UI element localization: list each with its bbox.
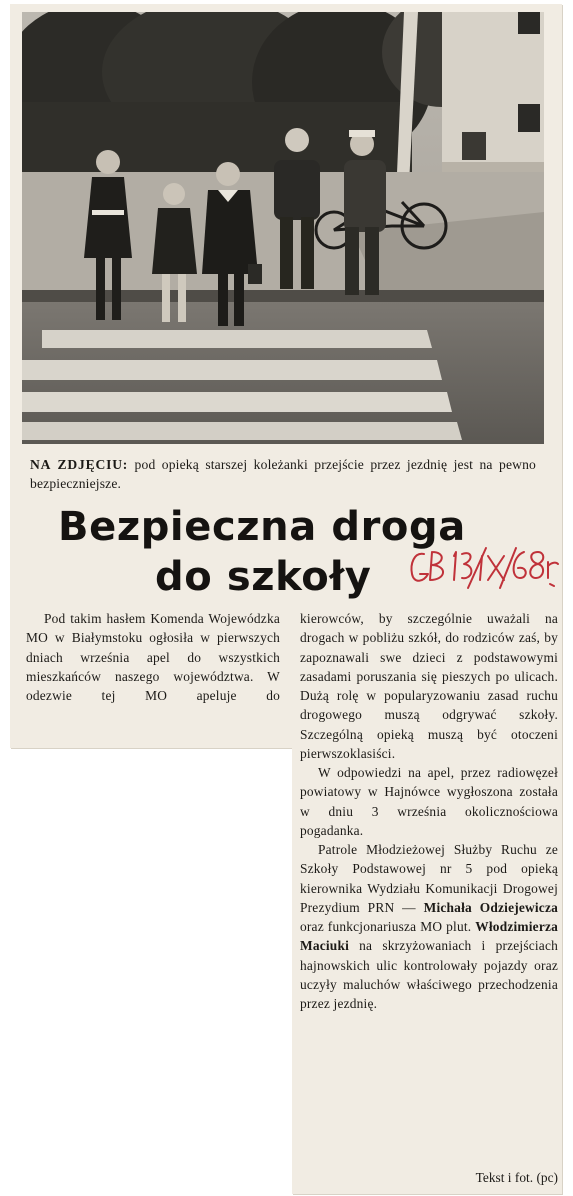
photo-credit: Tekst i fot. (pc) — [475, 1170, 558, 1185]
article-column-left — [26, 609, 280, 705]
person-name: Michała Odziejewicza — [423, 899, 558, 915]
person-name: Włodzimierza Maciuki — [300, 919, 558, 954]
article-paragraph: W odpowiedzi na apel, przez radiowęzeł powiatowy w Hajnówce wygłoszona została w dniu 3 września okolicznościowa pogadanka. — [300, 765, 558, 838]
headline-line-1: Bezpieczna droga — [58, 504, 466, 550]
patrol-text-1: Patrole Młodzieżowej Służby Ruchu ze Szkoły Podstawowej nr 5 pod opieką kierownika Wydziału Komunikacji Drogowej Prezydium PRN — — [300, 842, 558, 915]
article-paragraph-patrol — [300, 840, 558, 1013]
handwritten-archive-note — [406, 546, 560, 596]
caption-lead: NA ZDJĘCIU: — [30, 457, 129, 472]
headline-line-2: do szkoły — [155, 554, 372, 600]
article-column-right — [300, 609, 558, 1013]
patrol-text-3: na skrzyżowaniach i przejściach hajnowskich ulic kontrolowały pojazdy oraz uczyły maluchów właściwego przechodzenia przez jezdnię. — [300, 938, 558, 1011]
news-photo — [22, 12, 544, 444]
article-paragraph: Pod takim hasłem Komenda Wojewódzka MO w Białymstoku ogłosiła w pierwszych dniach września apel do wszystkich mieszkańców naszego województwa. W odezwie tej MO apeluje do — [26, 611, 280, 703]
article-paragraph: kierowców, by szczególnie uważali na drogach w pobliżu szkół, do rodziców zaś, by zapoznawali swe dzieci z podstawowymi zasadami poruszania się pieszych po ulicach. Dużą rolę w popularyzowaniu zasad ruchu drogowego muszą odgrywać szkoły. Szczególną opieką muszą być otoczeni pierwszoklasiści. — [300, 611, 558, 761]
caption-text: pod opieką starszej koleżanki przejście przez jezdnię jest na pewno bezpieczniejsze. — [30, 457, 536, 491]
photo-caption — [30, 455, 536, 493]
patrol-text-2: oraz funkcjonariusza MO plut. — [300, 919, 472, 934]
